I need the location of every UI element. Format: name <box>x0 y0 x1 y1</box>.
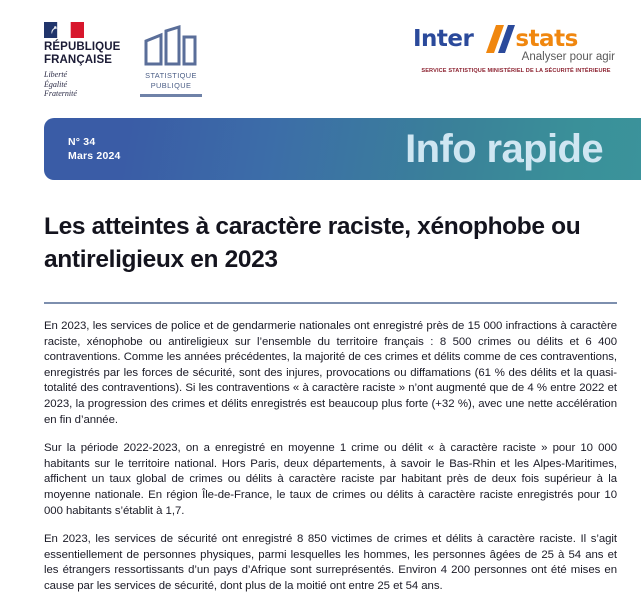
buildings-icon <box>143 24 199 66</box>
motto-liberte: Liberté <box>44 70 68 79</box>
republique-line-1: RÉPUBLIQUE <box>44 41 121 53</box>
republique-line-2: FRANÇAISE <box>44 53 112 66</box>
motto-egalite: Égalité <box>44 79 68 89</box>
french-flag-marianne-icon <box>44 22 84 38</box>
institutional-logos <box>44 22 202 99</box>
document-header <box>0 0 641 118</box>
interstats-stats-text: stats <box>515 26 578 52</box>
interstats-tagline: Analyser pour agir <box>521 51 615 63</box>
interstats-logo <box>413 24 619 74</box>
statistique-publique-line-1: STATISTIQUE <box>145 71 197 80</box>
paragraph-1: En 2023, les services de police et de gendarmerie nationales ont enregistré près de 15 000 infractions à caractère raciste, xénophobe ou antireligieux sur l’ensemble du territoire français : 8 500 crimes ou délits et 6 400 contraventions. Comme les années précédentes, la majorité de ces crimes et délits comme de ces contraventions, enregistrés par les forces de sécurité, sont des injures, provocations ou diffamations (61 % des délits et la quasi-totalité des contraventions). Si les contraventions « à caractère raciste » n’ont augmenté que de 4 % entre 2022 et 2023, la progression des crimes et délits enregistrés est beaucoup plus forte (+32 %), avec une nette accélération en fin d’année. <box>44 320 617 426</box>
banner-issue-date: Mars 2024 <box>68 150 121 162</box>
banner-title: Info rapide <box>405 127 603 171</box>
double-slash-icon <box>473 24 515 54</box>
page-title: Les atteintes à caractère raciste, xénophobe ou antireligieux en 2023 <box>44 213 581 273</box>
title-divider <box>44 302 617 304</box>
motto-fraternite: Fraternité <box>44 89 77 99</box>
statistique-publique-bar <box>140 94 202 97</box>
interstats-ministry-label: SERVICE STATISTIQUE MINISTÉRIEL DE LA SÉCURITÉ INTÉRIEURE <box>421 68 611 74</box>
article-paragraphs <box>44 319 617 595</box>
banner-issue-number: N° 34 <box>68 136 96 148</box>
paragraph-3: En 2023, les services de sécurité ont enregistré 8 850 victimes de crimes et délits à caractère raciste. Il s’agit essentiellement de personnes physiques, parmi lesquelles les hommes, les personnes âgées de 25 à 54 ans et les étrangers ressortissants d’un pays d’Afrique sont surreprésentés. Environ 4 200 personnes ont été mises en cause par les services de sécurité, dont plus de la moitié ont entre 25 et 54 ans. <box>44 533 617 592</box>
info-rapide-banner <box>44 118 641 180</box>
interstats-inter-text: Inter <box>413 26 474 52</box>
statistique-publique-line-2: PUBLIQUE <box>150 81 192 90</box>
republique-francaise-logo <box>44 22 121 99</box>
paragraph-2: Sur la période 2022-2023, on a enregistré en moyenne 1 crime ou délit « à caractère raciste » pour 10 000 habitants sur le territoire national. Hors Paris, deux départements, à savoir le Bas-Rhin et les Alpes-Maritimes, affichent un taux global de crimes ou délits à caractère raciste par habitant près de deux fois supérieur à la moyenne nationale. En région Île-de-France, le taux de crimes ou délits à caractère raciste enregistrés pour 10 000 habitants s’établit à 1,7. <box>44 442 617 517</box>
statistique-publique-logo <box>140 22 202 97</box>
article-body <box>44 180 617 595</box>
